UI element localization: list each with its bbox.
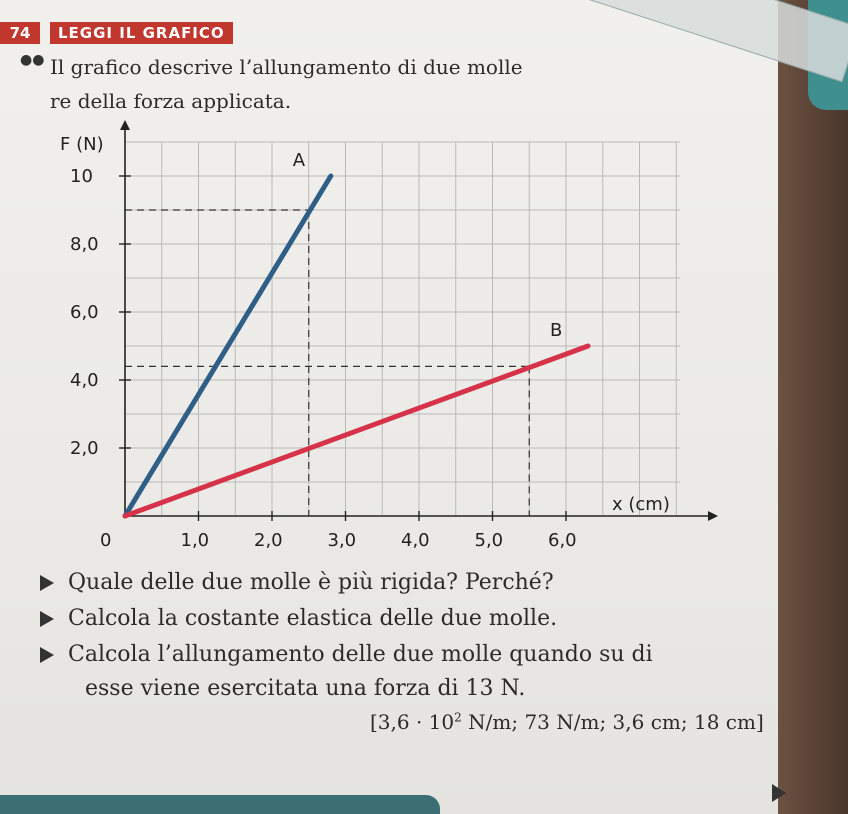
difficulty-dots: ●● — [20, 52, 45, 68]
force-extension-chart — [0, 108, 740, 548]
question-3 — [40, 642, 653, 667]
series-label-B: B — [550, 320, 563, 341]
bullet-arrow-icon — [40, 611, 54, 627]
x-tick-label: 2,0 — [254, 530, 283, 548]
y-tick-label: 4,0 — [70, 370, 99, 391]
question-3-text: Calcola l’allungamento delle due molle quando su di — [68, 642, 653, 667]
y-tick-label: 6,0 — [70, 302, 99, 323]
chart-labels — [60, 134, 670, 548]
answers-post: N/m; 73 N/m; 3,6 cm; 18 cm] — [461, 710, 764, 734]
intro-line-1: Il grafico descrive l’allungamento di due molle — [50, 55, 523, 79]
y-tick-label: 8,0 — [70, 234, 99, 255]
y-tick-label: 10 — [70, 166, 93, 187]
series-line-B — [125, 346, 588, 516]
question-1-text: Quale delle due molle è più rigida? Perché? — [68, 570, 554, 595]
y-axis-arrow-icon — [120, 120, 130, 130]
x-tick-label: 5,0 — [474, 530, 504, 548]
answers-exponent: 2 — [454, 710, 462, 725]
exercise-title: LEGGI IL GRAFICO — [50, 22, 233, 44]
question-2-text: Calcola la costante elastica delle due molle. — [68, 606, 558, 631]
series-label-A: A — [292, 150, 306, 171]
bullet-arrow-icon — [40, 575, 54, 591]
ruler-text — [705, 0, 741, 2]
x-tick-label: 1,0 — [180, 530, 210, 548]
question-2 — [40, 606, 557, 631]
x-tick-label: 4,0 — [401, 530, 430, 548]
x-axis-arrow-icon — [708, 511, 718, 521]
x-tick-label: 6,0 — [548, 530, 577, 548]
bullet-arrow-icon — [40, 647, 54, 663]
next-page-arrow-icon[interactable] — [772, 784, 786, 802]
desk-edge — [778, 0, 848, 814]
question-1 — [40, 570, 554, 595]
answers-pre: [3,6 · 10 — [370, 710, 455, 734]
x-tick-label: 3,0 — [327, 530, 357, 548]
page-footer-bar — [0, 795, 440, 814]
chart-guides — [125, 210, 529, 516]
x-tick-label: 0 — [100, 530, 112, 548]
y-axis-label: F (N) — [60, 134, 104, 155]
x-axis-label: x (cm) — [612, 494, 670, 515]
chart-grid — [125, 142, 680, 516]
question-3-continued: esse viene esercitata una forza di 13 N. — [85, 676, 526, 701]
y-tick-label: 2,0 — [70, 438, 99, 459]
intro-line-2: re della forza applicata. — [50, 89, 292, 113]
exercise-number: 74 — [0, 22, 40, 44]
answers — [370, 710, 764, 734]
